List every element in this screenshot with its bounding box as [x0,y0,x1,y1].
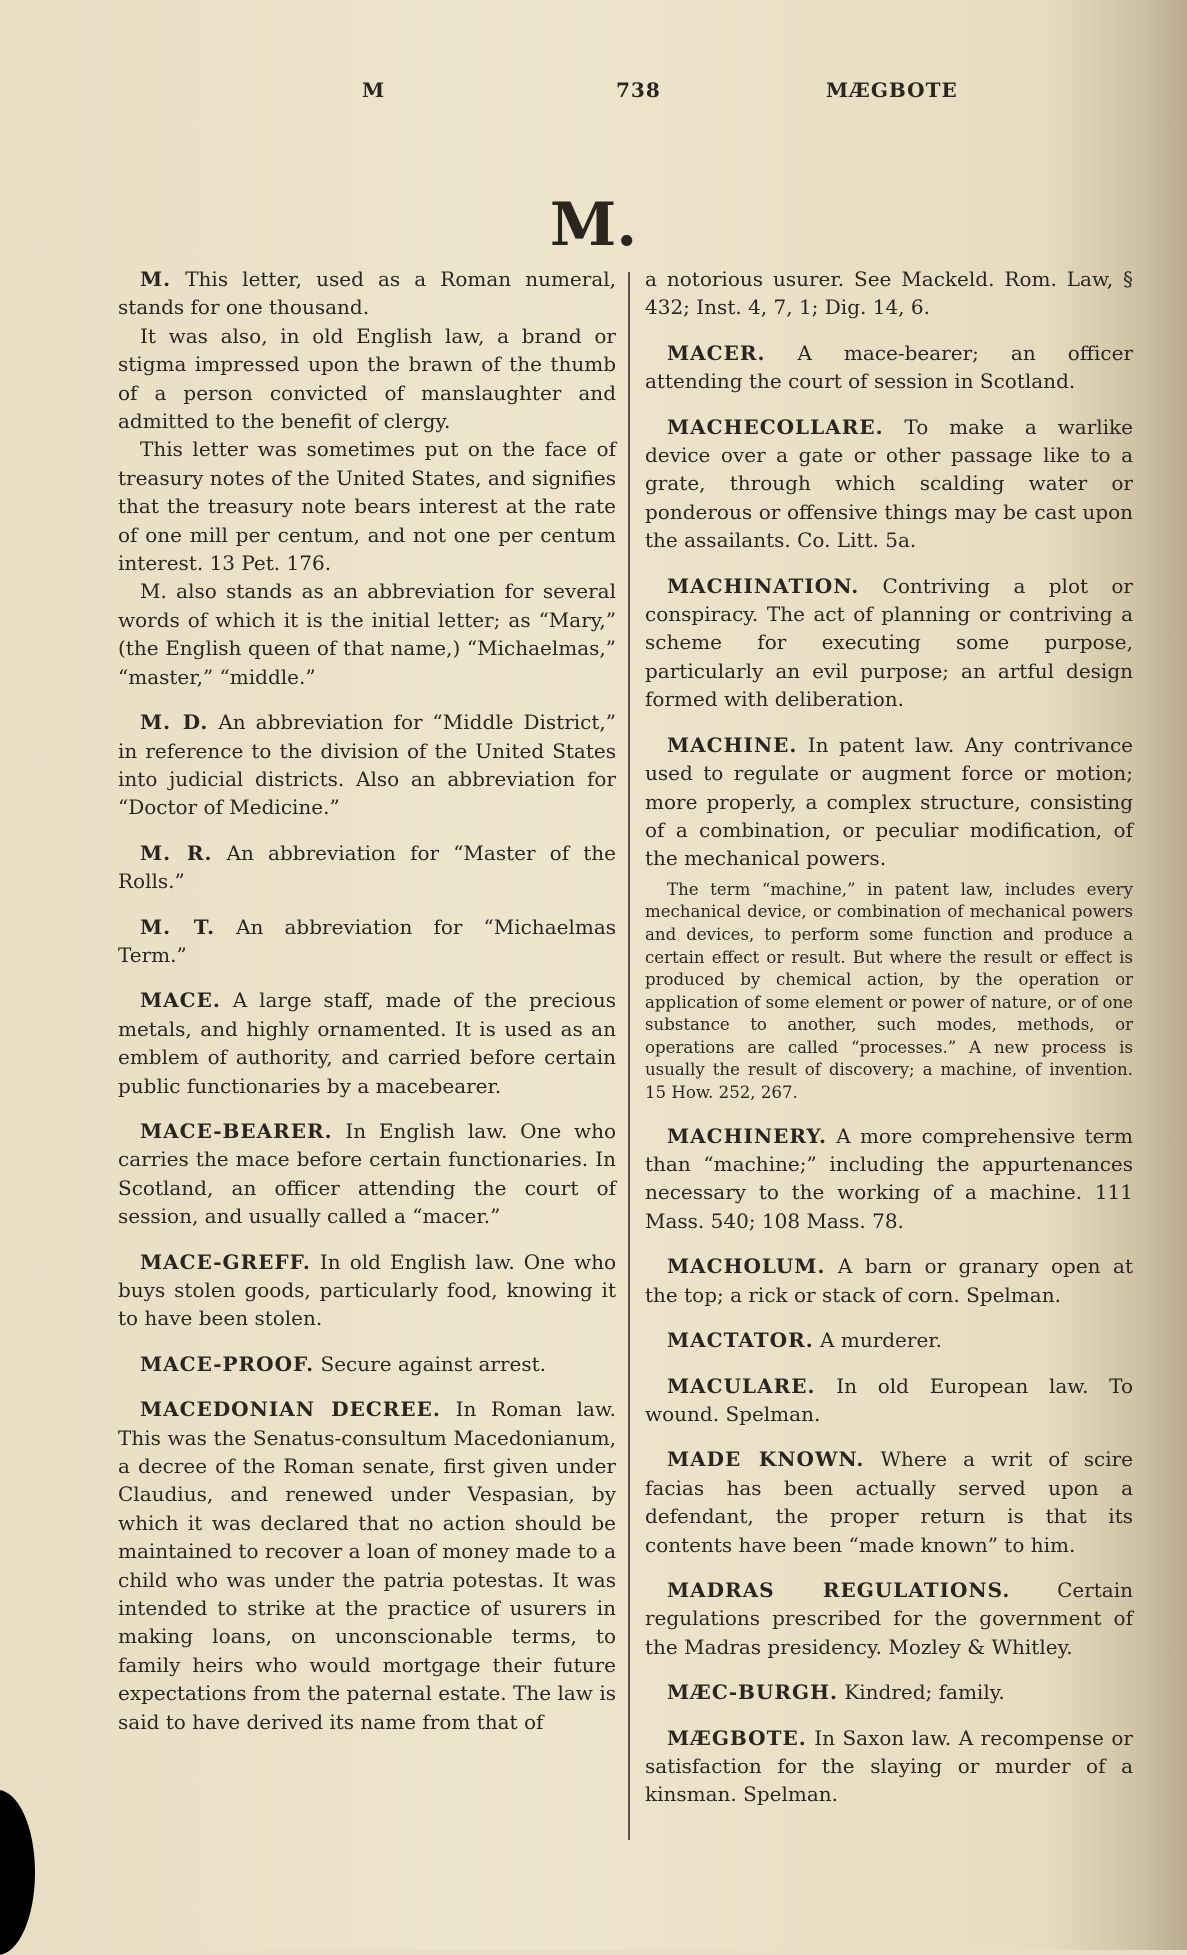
running-header [0,78,1187,108]
page-number: 738 [616,78,661,102]
dictionary-entry [118,1350,616,1378]
dictionary-entry [118,1117,616,1231]
entry-headword: MACULARE. [667,1373,816,1398]
entry-headword: MACHINERY. [667,1123,828,1148]
entry-headword: MACTATOR. [667,1328,814,1353]
entry-text: In old English law. One who buys stolen goods, particularly food, knowing it to have been stolen. [118,1249,617,1331]
entry-paragraph [118,322,616,436]
entry-text: A barn or granary open at the top; a rick or stack of corn. Spelman. [645,1254,1133,1307]
dictionary-entry [118,913,616,970]
entry-paragraph [645,265,1133,322]
entry-text: Certain regulations prescribed for the government of the Madras presidency. Mozley & Whitley. [645,1577,1133,1659]
entry-headword: MACER. [667,340,766,365]
entry-text: Where a writ of scire facias has been actually served upon a defendant, the proper return is that its contents have been “made known” to him. [645,1447,1134,1557]
entry-text: Secure against arrest. [320,1351,547,1376]
dictionary-entry [645,1576,1133,1661]
entry-headword: M. R. [140,840,213,865]
entry-text: It was also, in old English law, a brand or stigma impressed upon the brawn of the thumb of a person convicted of manslaughter and admitted to the benefit of clergy. [118,323,616,434]
dictionary-entry [645,731,1133,873]
dictionary-entry [645,1122,1133,1236]
entry-headword: MACHECOLLARE. [667,414,884,439]
right-column [645,265,1133,1809]
dictionary-entry [645,1326,1133,1354]
entry-text: M. also stands as an abbreviation for several words of which it is the initial letter; as “Mary,” (the English queen of that name,) “Michaelmas,” “master,” “middle.” [118,579,616,689]
entry-text: An abbreviation for “Middle District,” in reference to the division of the United States into judicial districts. Also an abbreviation for “Doctor of Medicine.” [118,710,617,820]
dictionary-entry [645,413,1133,555]
entry-headword: M. [140,267,172,291]
entry-headword: MACE. [140,988,221,1013]
entry-text: In old European law. To wound. Spelman. [645,1373,1134,1426]
entry-text: An abbreviation for “Michaelmas Term.” [118,914,617,967]
entry-text: A murderer. [820,1328,943,1353]
header-letter: M [362,78,386,102]
entry-text: To make a warlike device over a gate or other passage like to a grate, through which scalding water or ponderous or offensive things may be cast upon the assailants. Co. Litt. 5a. [645,414,1133,553]
entry-paragraph [118,435,616,577]
dictionary-entry [118,1395,616,1736]
entry-headword: MACHOLUM. [667,1254,826,1279]
entry-headword: M. D. [140,710,209,735]
dictionary-entry [118,986,616,1100]
entry-text: Kindred; family. [844,1680,1005,1705]
dictionary-entry [645,1445,1133,1559]
entry-text: In English law. One who carries the mace before certain functionaries. In Scotland, an officer attending the court of session, and usually called a “macer.” [118,1118,616,1229]
entry-headword: MACE-BEARER. [140,1118,333,1143]
entry-headword: MACHINATION. [667,573,860,598]
entry-text: This letter was sometimes put on the face of treasury notes of the United States, and signifies that the treasury note bears interest at the rate of one mill per centum, and not one per centum interest. 13 Pet. 176. [118,437,616,576]
entry-headword: MÆC-BURGH. [667,1680,838,1705]
entry-headword: MÆGBOTE. [667,1725,807,1750]
dictionary-entry [645,1252,1133,1309]
entry-text: Contriving a plot or conspiracy. The act of planning or contriving a scheme for executing some purpose, particularly an evil purpose; an artful design formed with deliberation. [645,573,1133,712]
dictionary-entry [118,1248,616,1333]
section-letter: M. [549,190,638,260]
entry-headword: MADE KNOWN. [667,1447,865,1472]
dictionary-entry [645,1372,1133,1429]
entry-text: The term “machine,” in patent law, includes every mechanical device, or combination of mechanical powers and devices, to perform some function and produce a certain effect or result. But where the result or effect is produced by chemical action, by the operation or application of some element or power of nature, or of one substance to another, such modes, methods, or operations are called “processes.” A new process is usually the result of discovery; a machine, of invention. 15 How. 252, 267. [645,879,1133,1103]
entry-paragraph [645,879,1133,1105]
dictionary-entry [645,572,1133,714]
header-catchword: MÆGBOTE [826,78,958,102]
entry-text: In Saxon law. A recompense or satisfaction for the slaying or murder of a kinsman. Spelman. [645,1725,1133,1807]
entry-text: a notorious usurer. See Mackeld. Rom. Law, § 432; Inst. 4, 7, 1; Dig. 14, 6. [645,267,1133,320]
entry-headword: MADRAS REGULATIONS. [667,1577,1011,1602]
entry-text: In Roman law. This was the Senatus-consultum Macedonianum, a decree of the Roman senate, first given under Claudius, and renewed under Vespasian, by which it was declared that no action should be maintained to recover a loan of money made to a child who was under the patria potestas. It was intended to strike at the practice of usurers in making loans, on unconscionable terms, to family heirs who would mortgage their future expectations from the paternal estate. The law is said to have derived its name from that of [118,1397,617,1734]
entry-text: An abbreviation for “Master of the Rolls.” [118,840,616,894]
entry-headword: MACHINE. [667,732,798,757]
entry-text: In patent law. Any contrivance used to regulate or augment force or motion; more properly, a complex structure, consisting of a combination, or peculiar modification, of the mechanical powers. [645,732,1133,871]
dictionary-entry [645,339,1133,396]
left-column [118,265,616,1736]
entry-text: A more comprehensive term than “machine;” including the appurtenances necessary to the working of a machine. 111 Mass. 540; 108 Mass. 78. [645,1123,1133,1233]
entry-text: This letter, used as a Roman numeral, stands for one thousand. [118,267,617,320]
entry-text: A large staff, made of the precious metals, and highly ornamented. It is used as an emblem of authority, and carried before certain public functionaries by a macebearer. [118,988,616,1098]
dictionary-entry [118,839,616,896]
entry-paragraph [118,577,616,691]
entry-headword: MACE-GREFF. [140,1249,311,1274]
column-divider [628,272,630,1840]
entry-text: A mace-bearer; an officer attending the court of session in Scotland. [645,340,1133,394]
entry-headword: M. T. [140,914,216,939]
entry-headword: MACEDONIAN DECREE. [140,1397,441,1422]
dictionary-entry [118,265,616,322]
dictionary-entry [645,1724,1133,1809]
dictionary-entry [118,708,616,822]
entry-headword: MACE-PROOF. [140,1351,315,1376]
dictionary-entry [645,1678,1133,1706]
